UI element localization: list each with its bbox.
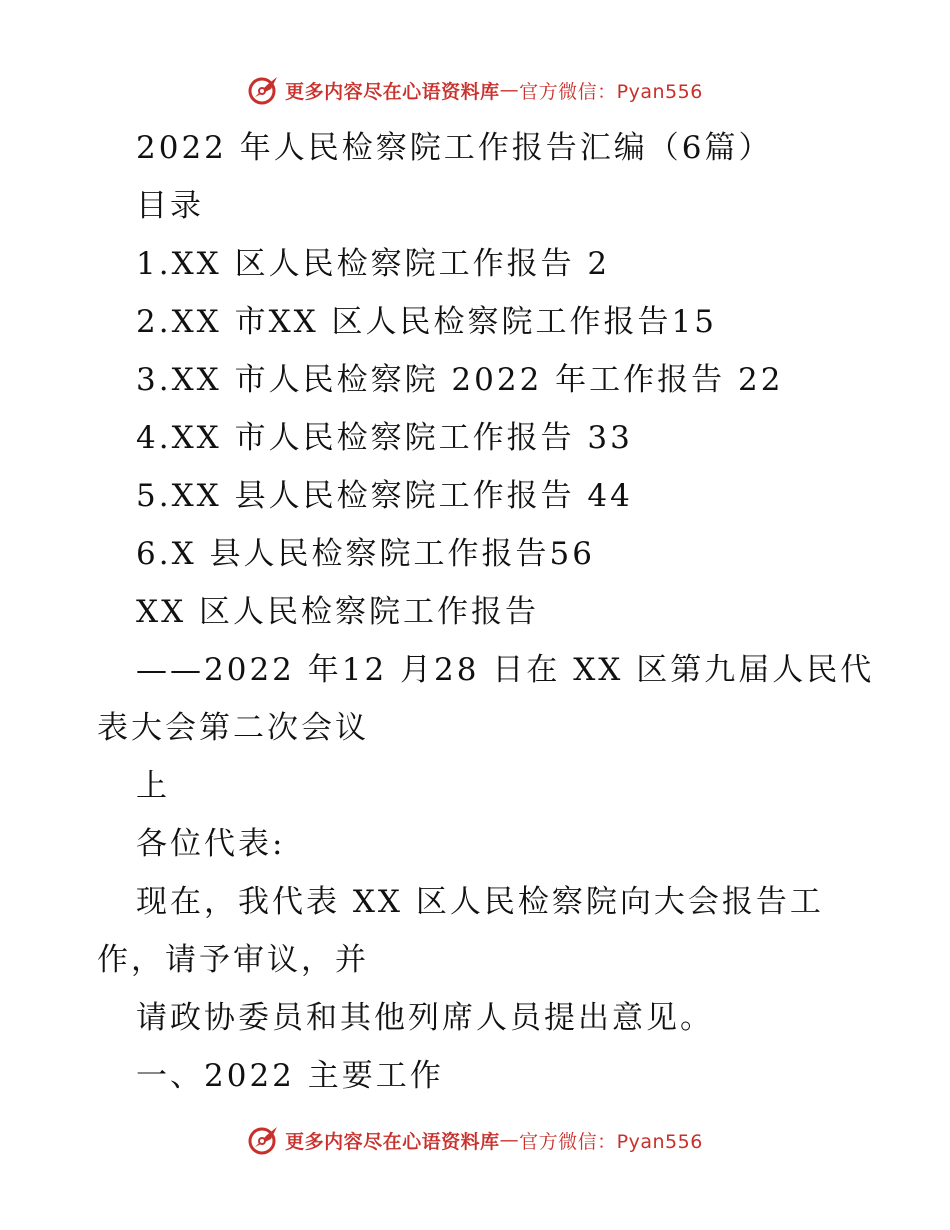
watermark-separator: — [499, 79, 520, 101]
toc-item-2: 2.XX 市XX 区人民检察院工作报告15 [136, 304, 718, 340]
report-subtitle-line-2: 表大会第二次会议 [97, 710, 369, 746]
toc-item-6: 6.X 县人民检察院工作报告56 [136, 536, 595, 572]
toc-heading: 目录 [136, 188, 204, 224]
report-title: XX 区人民检察院工作报告 [136, 594, 539, 630]
paragraph-1-line-1: 现在，我代表 XX 区人民检察院向大会报告工 [136, 884, 824, 920]
watermark-wechat-text: 官方微信：Pyan556 [519, 80, 703, 103]
toc-item-5: 5.XX 县人民检察院工作报告 44 [136, 478, 633, 514]
report-subtitle-line-1: ——2022 年12 月28 日在 XX 区第九届人民代 [136, 652, 875, 688]
header-watermark [0, 70, 950, 110]
paragraph-2: 请政协委员和其他列席人员提出意见。 [136, 1000, 714, 1036]
watermark-separator: — [499, 1129, 520, 1151]
toc-item-1: 1.XX 区人民检察院工作报告 2 [136, 246, 611, 282]
section-heading-1: 一、2022 主要工作 [136, 1058, 444, 1094]
watermark-brand-text: 更多内容尽在心语资料库 [285, 80, 500, 103]
paragraph-1-line-2: 作，请予审议，并 [97, 942, 369, 978]
watermark-brand-text: 更多内容尽在心语资料库 [285, 1130, 500, 1153]
watermark-wechat-text: 官方微信：Pyan556 [519, 1130, 703, 1153]
toc-item-3: 3.XX 市人民检察院 2022 年工作报告 22 [136, 362, 784, 398]
document-title: 2022 年人民检察院工作报告汇编（6篇） [136, 130, 773, 166]
toc-item-4: 4.XX 市人民检察院工作报告 33 [136, 420, 633, 456]
quill-logo-icon [247, 73, 281, 107]
greeting: 各位代表: [136, 826, 286, 862]
report-subtitle-line-3: 上 [136, 768, 170, 804]
quill-logo-icon [247, 1123, 281, 1157]
footer-watermark [0, 1120, 950, 1160]
